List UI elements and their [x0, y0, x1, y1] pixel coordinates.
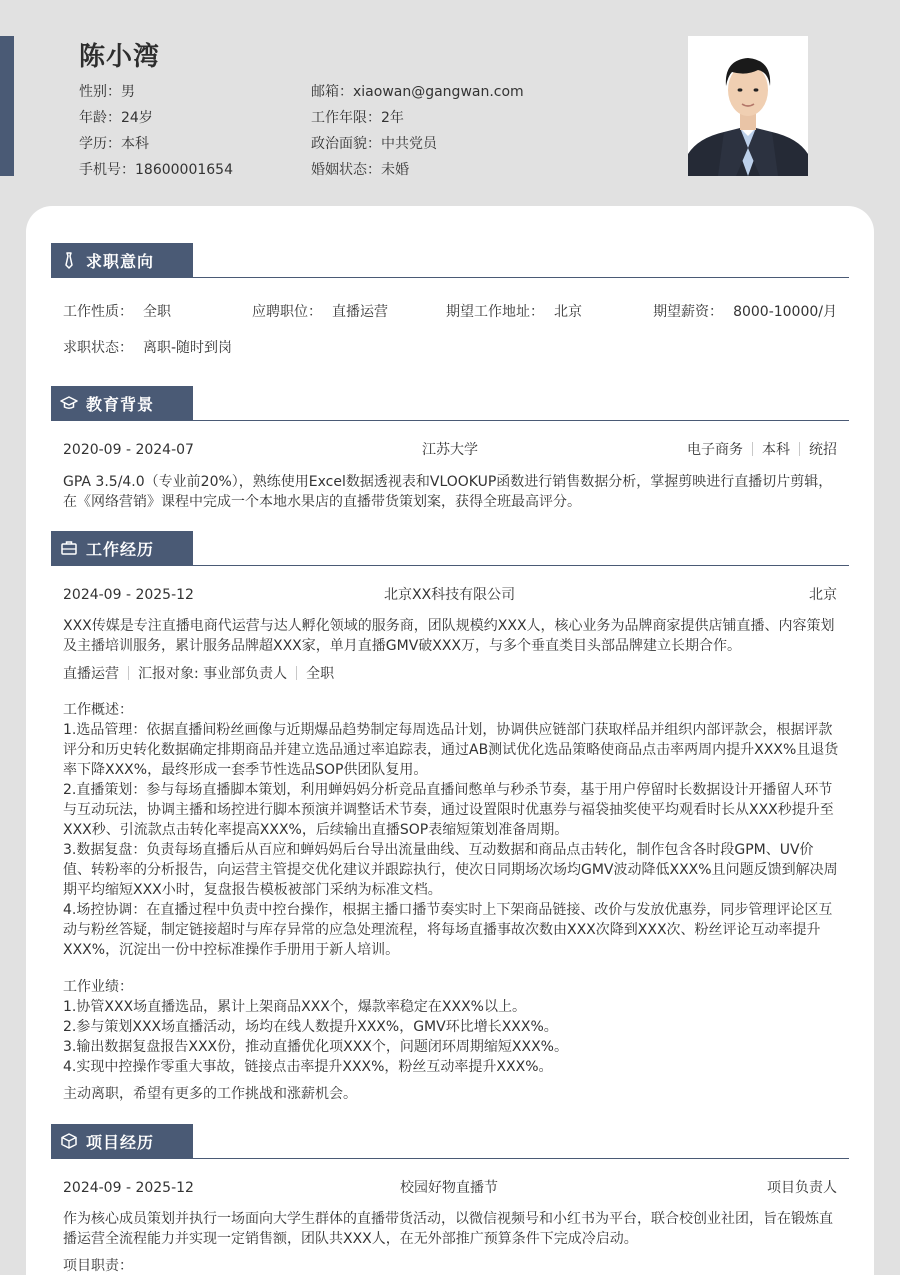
profile-photo — [688, 36, 808, 176]
applied-position: 应聘职位： 直播运营 — [252, 304, 388, 320]
education-section-header — [51, 386, 849, 421]
section-title: 工作经历 — [86, 539, 155, 559]
education-tab — [51, 386, 193, 420]
company-name: 北京XX科技有限公司 — [384, 587, 516, 603]
header-accent-bar — [0, 36, 14, 176]
section-title: 求职意向 — [86, 251, 155, 271]
expected-location: 期望工作地址： 北京 — [446, 304, 582, 320]
project-period: 2024-09 - 2025-12 — [63, 1180, 194, 1196]
work-results — [63, 977, 841, 1077]
email-info: 邮箱：xiaowan@gangwan.com — [311, 84, 524, 100]
work-period: 2024-09 - 2025-12 — [63, 587, 194, 603]
expected-salary: 期望薪资： 8000-10000/月 — [653, 304, 837, 320]
overview-title: 工作概述： — [63, 702, 133, 718]
project-duty-title: 项目职责： — [63, 1258, 133, 1274]
result-item: 2.参与策划XXX场直播活动，场均在线人数提升XXX%，GMV环比增长XXX%。 — [63, 1019, 558, 1035]
project-name: 校园好物直播节 — [400, 1180, 498, 1196]
overview-item: 4.场控协调：在直播过程中负责中控台操作，根据主播口播节奏实时上下架商品链接、改价与发放优惠券，同步管理评论区互动与粉丝答疑，制定链接超时与库存异常的应急处理流程，将每场直播事故次数由XXX次降到XXX次、粉丝评论互动率提升XXX%，沉淀出一份中控标准操作手册用于新人培训。 — [63, 902, 833, 958]
candidate-name: 陈小湾 — [79, 42, 161, 72]
results-title: 工作业绩： — [63, 979, 133, 995]
gender-info: 性别：男 — [79, 84, 135, 100]
overview-item: 2.直播策划：参与每场直播脚本策划，利用蝉妈妈分析竞品直播间憋单与秒杀节奏，基于用户停留时长数据设计开播留人环节与互动玩法，协调主播和场控进行脚本预演并调整话术节奏，通过设置限时优惠券与福袋抽奖使平均观看时长从XXX秒提升至XXX秒、引流款点击转化率提高XXX%，后续输出直播SOP表缩短策划准备周期。 — [63, 782, 834, 838]
education-period: 2020-09 - 2024-07 — [63, 442, 194, 458]
phone-info: 手机号：18600001654 — [79, 162, 233, 178]
graduation-cap-icon — [60, 394, 78, 412]
work-role-tags: 直播运营 汇报对象: 事业部负责人 全职 — [63, 666, 335, 682]
portrait-illustration — [688, 36, 808, 176]
marital-status-info: 婚姻状态：未婚 — [311, 162, 409, 178]
overview-item: 3.数据复盘：负责每场直播后从百应和蝉妈妈后台导出流量曲线、互动数据和商品点击转化，制作包含各时段GPM、UV价值、转粉率的分析报告，向运营主管提交优化建议并跟踪执行，使次日同期场次场均GMV波动降低XXX%且问题反馈到解决周期平均缩短XXX小时，复盘报告模板被部门采纳为标准文档。 — [63, 842, 838, 898]
result-item: 4.实现中控操作零重大事故，链接点击率提升XXX%，粉丝互动率提升XXX%。 — [63, 1059, 553, 1075]
education-description: GPA 3.5/4.0（专业前20%），熟练使用Excel数据透视表和VLOOKUP函数进行销售数据分析，掌握剪映进行直播切片剪辑，在《网络营销》课程中完成一个本地水果店的直播带货策划案，获得全班最高评分。 — [63, 474, 833, 510]
political-status-info: 政治面貌：中共党员 — [311, 136, 437, 152]
leave-reason: 主动离职，希望有更多的工作挑战和涨薪机会。 — [63, 1086, 357, 1102]
briefcase-icon — [60, 539, 78, 557]
job-status: 求职状态： 离职-随时到岗 — [63, 340, 233, 356]
work-city: 北京 — [809, 587, 837, 603]
project-role: 项目负责人 — [767, 1180, 837, 1196]
overview-item: 1.选品管理：依据直播间粉丝画像与近期爆品趋势制定每周选品计划，协调供应链部门获取样品并组织内部评款会，根据评款评分和历史转化数据确定排期商品并建立选品通过率追踪表，通过AB测试优化选品策略使商品点击率两周内提升XXX%且退货率下降XXX%，最终形成一套季节性选品SOP供团队复用。 — [63, 722, 839, 778]
project-tab — [51, 1124, 193, 1158]
work-tab — [51, 531, 193, 565]
education-tags: 电子商务 本科 统招 — [687, 442, 837, 458]
section-title: 教育背景 — [86, 394, 155, 414]
basic-info-left — [79, 82, 233, 186]
work-overview — [63, 700, 841, 960]
work-section-header — [51, 531, 849, 566]
work-years-info: 工作年限：2年 — [311, 110, 404, 126]
project-description: 作为核心成员策划并执行一场面向大学生群体的直播带货活动，以微信视频号和小红书为平台，联合校创业社团，旨在锻炼直播运营全流程能力并实现一定销售额，团队共XXX人，在无外部推广预算条件下完成冷启动。 — [63, 1211, 833, 1247]
section-title: 项目经历 — [86, 1132, 155, 1152]
school-name: 江苏大学 — [422, 442, 478, 458]
work-type: 工作性质： 全职 — [63, 304, 171, 320]
job-intent-section-header — [51, 243, 849, 278]
job-intent-tab — [51, 243, 193, 277]
age-info: 年龄：24岁 — [79, 110, 153, 126]
tie-icon — [60, 251, 78, 269]
cube-icon — [60, 1132, 78, 1150]
basic-info-right — [311, 82, 524, 186]
project-section-header — [51, 1124, 849, 1159]
result-item: 3.输出数据复盘报告XXX份，推动直播优化项XXX个，问题闭环周期缩短XXX%。 — [63, 1039, 568, 1055]
result-item: 1.协管XXX场直播选品，累计上架商品XXX个，爆款率稳定在XXX%以上。 — [63, 999, 526, 1015]
company-intro: XXX传媒是专注直播电商代运营与达人孵化领域的服务商，团队规模约XXX人，核心业务为品牌商家提供店铺直播、内容策划及主播培训服务，累计服务品牌超XXX家，单月直播GMV破XXX万，与多个垂直类目头部品牌建立长期合作。 — [63, 618, 835, 654]
education-level-info: 学历：本科 — [79, 136, 149, 152]
resume-card — [26, 206, 874, 1275]
